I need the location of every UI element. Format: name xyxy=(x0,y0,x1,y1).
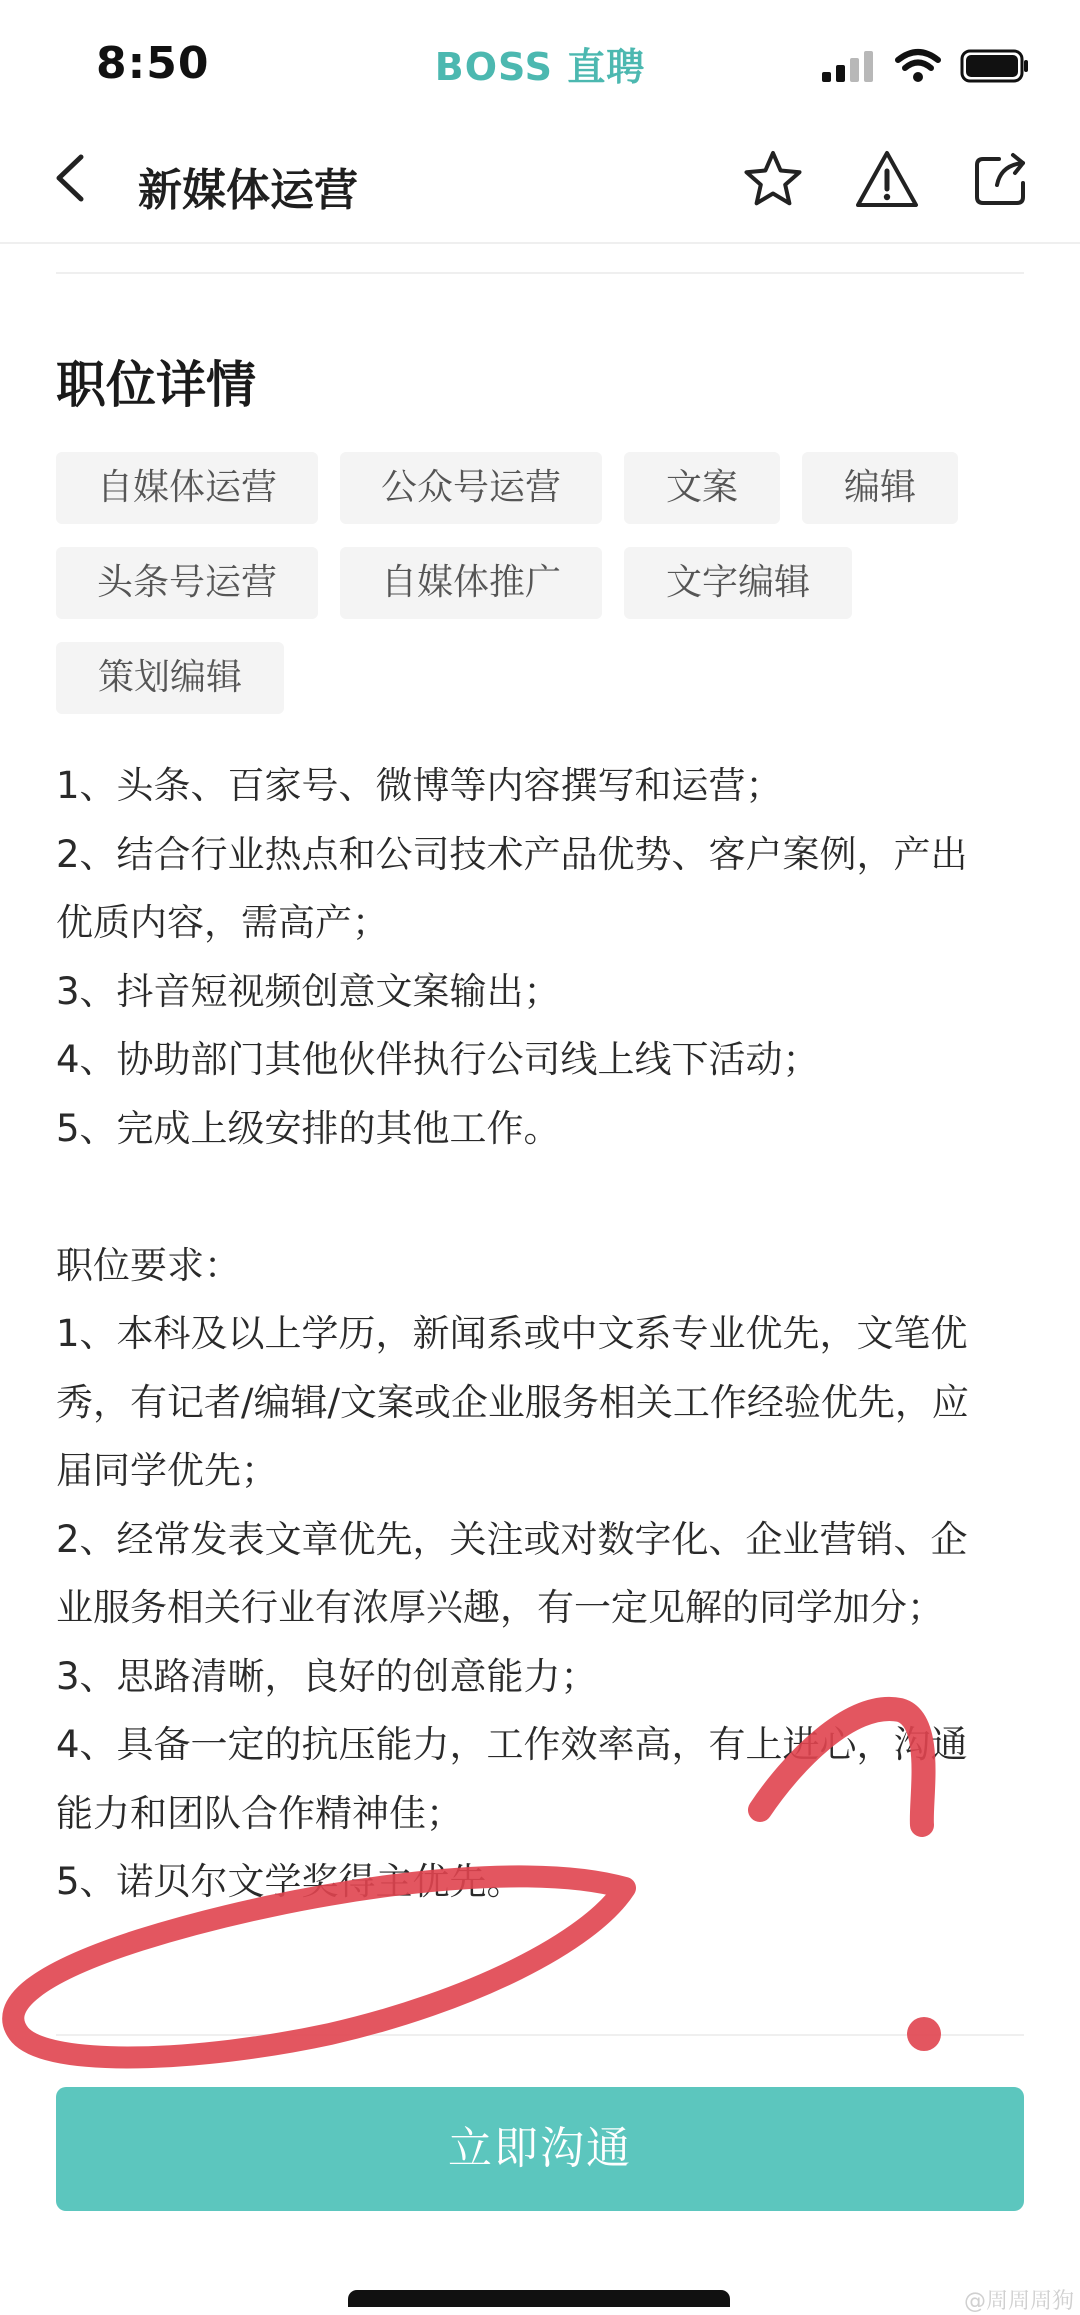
description-line: 5、诺贝尔文学奖得主优先。 xyxy=(56,1860,524,1903)
description-line: 5、完成上级安排的其他工作。 xyxy=(56,1106,561,1150)
description-line: 2、经常发表文章优先，关注或对数字化、企业营销、企 xyxy=(56,1517,968,1561)
requirements-heading: 职位要求： xyxy=(56,1243,241,1287)
watermark: @周周周狗 xyxy=(963,2289,1074,2314)
share-button[interactable] xyxy=(968,148,1034,214)
page-title: 新媒体运营 xyxy=(138,165,358,216)
nav-bar xyxy=(0,120,1080,244)
description-line: 届同学优先； xyxy=(56,1449,278,1492)
description-line: 4、协助部门其他伙伴执行公司线上线下活动； xyxy=(56,1038,820,1081)
warning-icon xyxy=(854,149,920,213)
divider xyxy=(56,2034,1024,2036)
status-brand: BOSS 直聘 xyxy=(434,45,646,89)
star-icon xyxy=(742,149,804,213)
back-button[interactable] xyxy=(40,148,100,212)
wifi-icon xyxy=(894,48,942,88)
nav-actions xyxy=(740,148,1034,214)
description-line: 1、本科及以上学历，新闻系或中文系专业优先，文笔优 xyxy=(56,1312,968,1355)
section-title: 职位详情 xyxy=(56,356,256,414)
description-line: 3、抖音短视频创意文案输出； xyxy=(56,969,561,1013)
status-icons xyxy=(820,48,1030,88)
share-icon xyxy=(973,151,1029,211)
divider xyxy=(56,272,1024,274)
report-button[interactable] xyxy=(854,148,920,214)
tag: 头条号运营 xyxy=(56,547,318,619)
tag: 公众号运营 xyxy=(340,452,602,524)
tag: 编辑 xyxy=(802,452,958,524)
status-bar xyxy=(0,0,1080,120)
chat-now-button[interactable]: 立即沟通 xyxy=(56,2087,1024,2211)
battery-icon xyxy=(960,49,1030,87)
description-line: 业服务相关行业有浓厚兴趣，有一定见解的同学加分； xyxy=(56,1586,944,1629)
chevron-left-icon xyxy=(53,153,87,207)
signal-icon xyxy=(820,50,876,86)
tag: 自媒体运营 xyxy=(56,452,318,524)
status-time: 8:50 xyxy=(96,38,210,89)
description-line: 1、头条、百家号、微博等内容撰写和运营； xyxy=(56,764,783,807)
description-line: 秀，有记者/编辑/文案或企业服务相关工作经验优先，应 xyxy=(56,1380,969,1424)
favorite-button[interactable] xyxy=(740,148,806,214)
tag: 文字编辑 xyxy=(624,547,852,619)
tag: 自媒体推广 xyxy=(340,547,602,619)
job-description xyxy=(56,752,1024,1917)
tag: 策划编辑 xyxy=(56,642,284,714)
description-line: 2、结合行业热点和公司技术产品优势、客户案例，产出 xyxy=(56,832,968,876)
description-line: 3、思路清晰，良好的创意能力； xyxy=(56,1654,598,1698)
description-line: 优质内容，需高产； xyxy=(56,901,389,944)
tag: 文案 xyxy=(624,452,780,524)
description-line: 能力和团队合作精神佳； xyxy=(56,1791,463,1835)
description-line: 4、具备一定的抗压能力，工作效率高，有上进心，沟通 xyxy=(56,1723,968,1766)
description-line xyxy=(56,1163,1024,1232)
home-indicator xyxy=(348,2290,730,2307)
